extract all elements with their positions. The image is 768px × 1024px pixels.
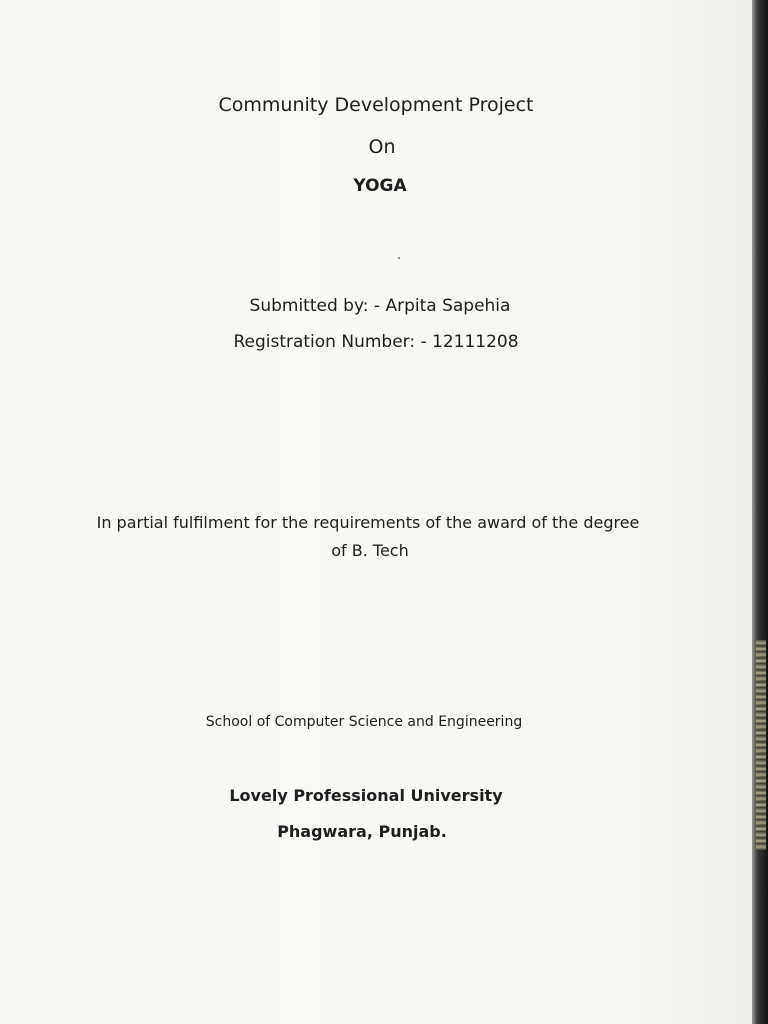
project-title: Community Development Project [218, 94, 534, 116]
submitted-by: Submitted by: - Arpita Sapehia [249, 296, 511, 316]
binding-edge-strip [756, 640, 766, 850]
registration-number: Registration Number: - 12111208 [233, 332, 519, 352]
university-name: Lovely Professional University [229, 786, 503, 805]
project-topic: YOGA [353, 176, 407, 196]
university-location: Phagwara, Punjab. [277, 822, 447, 841]
degree-statement-line-1: In partial fulfilment for the requirements of the award of the degree [96, 513, 640, 532]
page-edge-shadow [752, 0, 768, 1024]
degree-statement-line-2: of B. Tech [331, 541, 409, 560]
on-label: On [368, 136, 396, 158]
school-name: School of Computer Science and Engineering [205, 714, 523, 730]
paper-speck [398, 257, 400, 259]
